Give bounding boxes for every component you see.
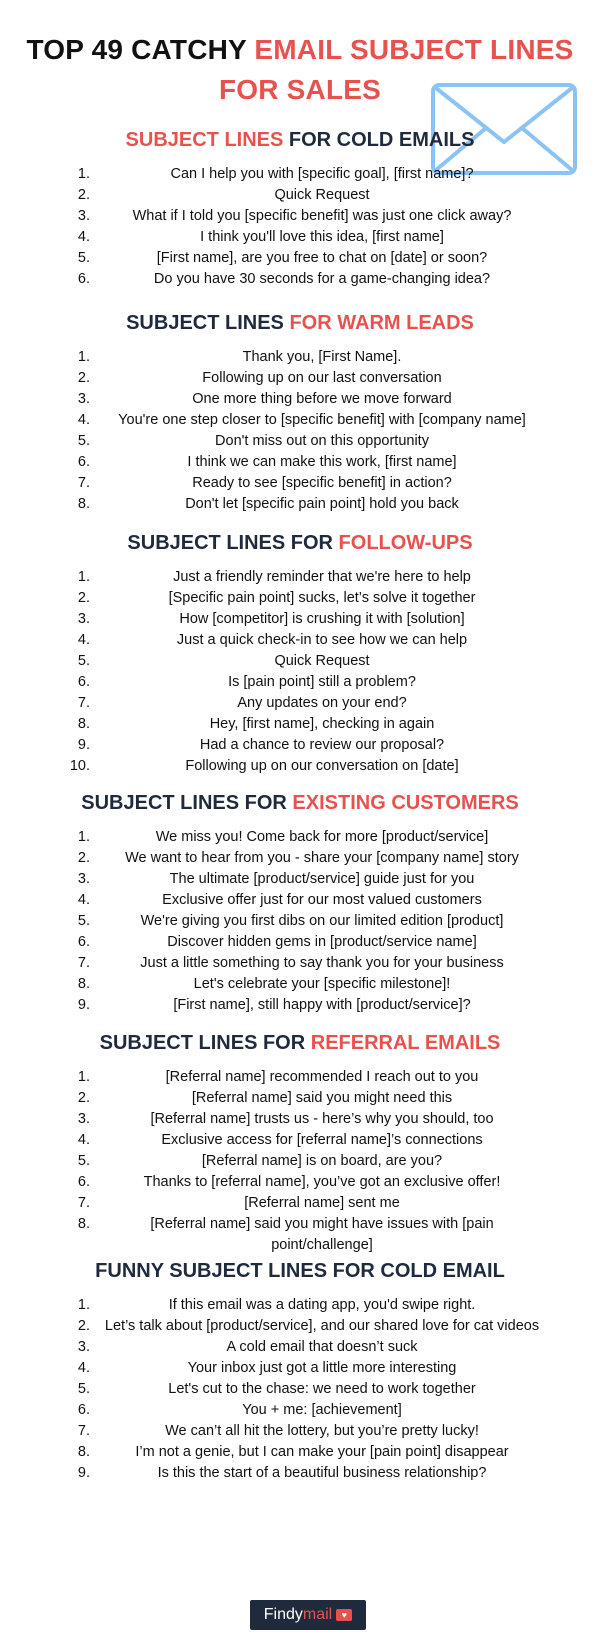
item-list (0, 347, 600, 515)
list-item-text: Don't let [specific pain point] hold you back (185, 496, 459, 512)
list-item-text: We miss you! Come back for more [product/service] (155, 829, 489, 845)
list-item-number: 1. (77, 1069, 90, 1085)
list-item-number: 8. (77, 496, 90, 512)
list-item-text: Don't miss out on this opportunity (215, 433, 429, 449)
list-item-text: [Referral name] is on board, are you? (201, 1153, 443, 1169)
heading-navy: SUBJECT LINES FOR (81, 792, 293, 814)
list-item (0, 164, 600, 185)
list-item-number: 3. (77, 611, 90, 627)
section-heading (0, 789, 600, 817)
list-item-number: 8. (77, 716, 90, 732)
list-item-number: 2. (77, 590, 90, 606)
list-item (0, 1109, 600, 1130)
list-item-text: Just a quick check-in to see how we can help (176, 632, 468, 648)
list-item (0, 1337, 600, 1358)
section-existing-customers (0, 789, 600, 1016)
list-item-text: I’m not a genie, but I can make your [pain point] disappear (135, 1444, 509, 1460)
list-item-text: You + me: [achievement] (242, 1402, 402, 1418)
list-item (0, 410, 600, 431)
item-list (0, 164, 600, 290)
list-item (0, 995, 600, 1016)
section-heading (0, 529, 600, 557)
list-item (0, 1193, 600, 1214)
list-item-number: 6. (77, 454, 90, 470)
list-item (0, 269, 600, 290)
section-heading (0, 1257, 600, 1285)
list-item-number: 6. (77, 271, 90, 287)
heading-navy: SUBJECT LINES FOR (127, 532, 339, 554)
list-item (0, 1172, 600, 1193)
list-item-text: Thank you, [First Name]. (242, 349, 402, 365)
list-item-number: 1. (77, 349, 90, 365)
list-item (0, 389, 600, 410)
list-item (0, 827, 600, 848)
list-item (0, 672, 600, 693)
list-item (0, 1088, 600, 1109)
list-item-text: Let's cut to the chase: we need to work together (168, 1381, 476, 1397)
list-item (0, 248, 600, 269)
item-list (0, 567, 600, 777)
heading-red: FOLLOW-UPS (338, 532, 473, 554)
list-item-number: 9. (77, 737, 90, 753)
list-item (0, 735, 600, 756)
list-item-number: 5. (77, 250, 90, 266)
list-item-number: 7. (77, 955, 90, 971)
list-item (0, 1421, 600, 1442)
title-part-1: TOP 49 CATCHY (26, 34, 255, 65)
list-item-text: Thanks to [referral name], you’ve got an exclusive offer! (143, 1174, 501, 1190)
section-heading (0, 309, 600, 337)
list-item (0, 1463, 600, 1484)
list-item (0, 848, 600, 869)
list-item (0, 714, 600, 735)
list-item (0, 185, 600, 206)
list-item-text: I think you'll love this idea, [first name] (200, 229, 444, 245)
section-heading (0, 1029, 600, 1057)
heading-navy: FOR COLD EMAILS (283, 129, 475, 151)
list-item-number: 4. (77, 412, 90, 428)
list-item-text: Quick Request (274, 653, 370, 669)
list-item-number: 7. (77, 475, 90, 491)
heading-red: FOR WARM LEADS (289, 312, 474, 334)
list-item (0, 1067, 600, 1088)
list-item-text: [First name], still happy with [product/service]? (173, 997, 471, 1013)
list-item-text: If this email was a dating app, you'd swipe right. (168, 1297, 476, 1313)
list-item-text: How [competitor] is crushing it with [solution] (179, 611, 465, 627)
list-item-text: Let's celebrate your [specific milestone]! (193, 976, 451, 992)
list-item-text: We're giving you first dibs on our limited edition [product] (140, 913, 504, 929)
list-item-text: Ready to see [specific benefit] in action? (192, 475, 452, 491)
list-item-number: 7. (77, 1195, 90, 1211)
list-item-text: Is this the start of a beautiful business relationship? (157, 1465, 487, 1481)
list-item-text: We want to hear from you - share your [company name] story (125, 850, 519, 866)
list-item (0, 368, 600, 389)
list-item-text: I think we can make this work, [first name] (187, 454, 457, 470)
list-item-number: 5. (77, 1381, 90, 1397)
item-list (0, 827, 600, 1016)
section-heading (0, 126, 600, 154)
findymail-logo (250, 1600, 366, 1630)
list-item (0, 206, 600, 227)
list-item-text: What if I told you [specific benefit] was just one click away? (132, 208, 512, 224)
list-item-text: [First name], are you free to chat on [date] or soon? (156, 250, 488, 266)
list-item-number: 1. (77, 166, 90, 182)
list-item-number: 4. (77, 892, 90, 908)
list-item-text: Do you have 30 seconds for a game-changing idea? (153, 271, 491, 287)
list-item-text: [Specific pain point] sucks, let’s solve it together (168, 590, 476, 606)
list-item (0, 1379, 600, 1400)
list-item-number: 5. (77, 1153, 90, 1169)
list-item-number: 1. (77, 1297, 90, 1313)
list-item-number: 6. (77, 674, 90, 690)
list-item (0, 1295, 600, 1316)
heading-navy: SUBJECT LINES (126, 312, 290, 334)
list-item-number: 9. (77, 997, 90, 1013)
heart-icon: ♥ (336, 1609, 352, 1621)
list-item-number: 2. (77, 1090, 90, 1106)
section-follow-ups (0, 529, 600, 777)
list-item-number: 6. (77, 1402, 90, 1418)
list-item (0, 869, 600, 890)
list-item-number: 5. (77, 653, 90, 669)
list-item (0, 756, 600, 777)
list-item (0, 609, 600, 630)
heading-navy: SUBJECT LINES FOR (99, 1032, 311, 1054)
list-item-text: Just a friendly reminder that we're here to help (173, 569, 471, 585)
list-item-text: Hey, [first name], checking in again (209, 716, 435, 732)
list-item (0, 974, 600, 995)
logo-text-2: mail (302, 1606, 333, 1623)
heading-navy: FUNNY SUBJECT LINES FOR COLD EMAIL (95, 1260, 505, 1282)
list-item (0, 953, 600, 974)
list-item (0, 651, 600, 672)
list-item-number: 5. (77, 913, 90, 929)
list-item (0, 911, 600, 932)
list-item-text: Following up on our conversation on [date] (185, 758, 459, 774)
list-item (0, 1316, 600, 1337)
section-funny-subject-lines (0, 1257, 600, 1484)
list-item-text: Quick Request (274, 187, 370, 203)
list-item (0, 630, 600, 651)
list-item-number: 1. (77, 829, 90, 845)
list-item-number: 3. (77, 208, 90, 224)
list-item (0, 347, 600, 368)
list-item (0, 1358, 600, 1379)
list-item (0, 1130, 600, 1151)
list-item-number: 3. (77, 1111, 90, 1127)
list-item-text: [Referral name] said you might need this (191, 1090, 453, 1106)
list-item (0, 567, 600, 588)
list-item-text: Your inbox just got a little more interesting (187, 1360, 457, 1376)
list-item (0, 1214, 600, 1256)
list-item-number: 2. (77, 187, 90, 203)
section-referral-emails (0, 1029, 600, 1256)
list-item-text: The ultimate [product/service] guide just for you (169, 871, 475, 887)
list-item-number: 2. (77, 370, 90, 386)
list-item (0, 1151, 600, 1172)
list-item-number: 5. (77, 433, 90, 449)
list-item-text: A cold email that doesn’t suck (226, 1339, 418, 1355)
list-item-text: Discover hidden gems in [product/service name] (167, 934, 477, 950)
section-cold-emails (0, 126, 600, 290)
list-item-text: Exclusive offer just for our most valued customers (162, 892, 482, 908)
list-item-number: 4. (77, 1360, 90, 1376)
list-item (0, 473, 600, 494)
list-item-number: 10. (69, 758, 90, 774)
list-item-number: 9. (77, 1465, 90, 1481)
list-item (0, 932, 600, 953)
list-item-number: 2. (77, 1318, 90, 1334)
list-item-number: 2. (77, 850, 90, 866)
list-item-text: Following up on our last conversation (202, 370, 442, 386)
list-item (0, 431, 600, 452)
list-item-text: Exclusive access for [referral name]’s connections (161, 1132, 483, 1148)
list-item-number: 1. (77, 569, 90, 585)
list-item-number: 6. (77, 1174, 90, 1190)
list-item-text: [Referral name] recommended I reach out to you (165, 1069, 479, 1085)
list-item-text: Had a chance to review our proposal? (199, 737, 445, 753)
list-item-number: 7. (77, 695, 90, 711)
list-item (0, 1400, 600, 1421)
list-item (0, 1442, 600, 1463)
list-item (0, 693, 600, 714)
list-item-text: You're one step closer to [specific benefit] with [company name] (118, 412, 526, 428)
list-item (0, 494, 600, 515)
list-item-number: 7. (77, 1423, 90, 1439)
list-item-number: 3. (77, 871, 90, 887)
list-item-number: 3. (77, 1339, 90, 1355)
logo-text-1: Findy (263, 1606, 303, 1623)
list-item-text: Just a little something to say thank you for your business (140, 955, 504, 971)
list-item-text: Let’s talk about [product/service], and our shared love for cat videos (104, 1318, 540, 1334)
list-item-text: We can’t all hit the lottery, but you’re pretty lucky! (165, 1423, 479, 1439)
list-item-number: 4. (77, 632, 90, 648)
list-item-text: Is [pain point] still a problem? (228, 674, 416, 690)
list-item-text: [Referral name] sent me (244, 1195, 400, 1211)
list-item (0, 588, 600, 609)
item-list (0, 1295, 600, 1484)
list-item-number: 6. (77, 934, 90, 950)
list-item-text: Can I help you with [specific goal], [first name]? (170, 166, 474, 182)
heading-red: SUBJECT LINES (125, 129, 284, 151)
list-item-number: 4. (77, 229, 90, 245)
list-item (0, 227, 600, 248)
list-item-text: [Referral name] said you might have issues with [pain point/challenge] (150, 1216, 494, 1253)
list-item-number: 8. (77, 1216, 90, 1232)
list-item (0, 890, 600, 911)
heading-red: EXISTING CUSTOMERS (292, 792, 519, 814)
list-item (0, 452, 600, 473)
heading-red: REFERRAL EMAILS (310, 1032, 501, 1054)
list-item-text: Any updates on your end? (237, 695, 407, 711)
list-item-text: One more thing before we move forward (192, 391, 452, 407)
list-item-number: 4. (77, 1132, 90, 1148)
list-item-number: 8. (77, 976, 90, 992)
item-list (0, 1067, 600, 1256)
section-warm-leads (0, 309, 600, 515)
list-item-number: 3. (77, 391, 90, 407)
list-item-number: 8. (77, 1444, 90, 1460)
title-part-2: EMAIL SUBJECT LINES FOR SALES (218, 34, 574, 105)
list-item-text: [Referral name] trusts us - here’s why you should, too (150, 1111, 494, 1127)
